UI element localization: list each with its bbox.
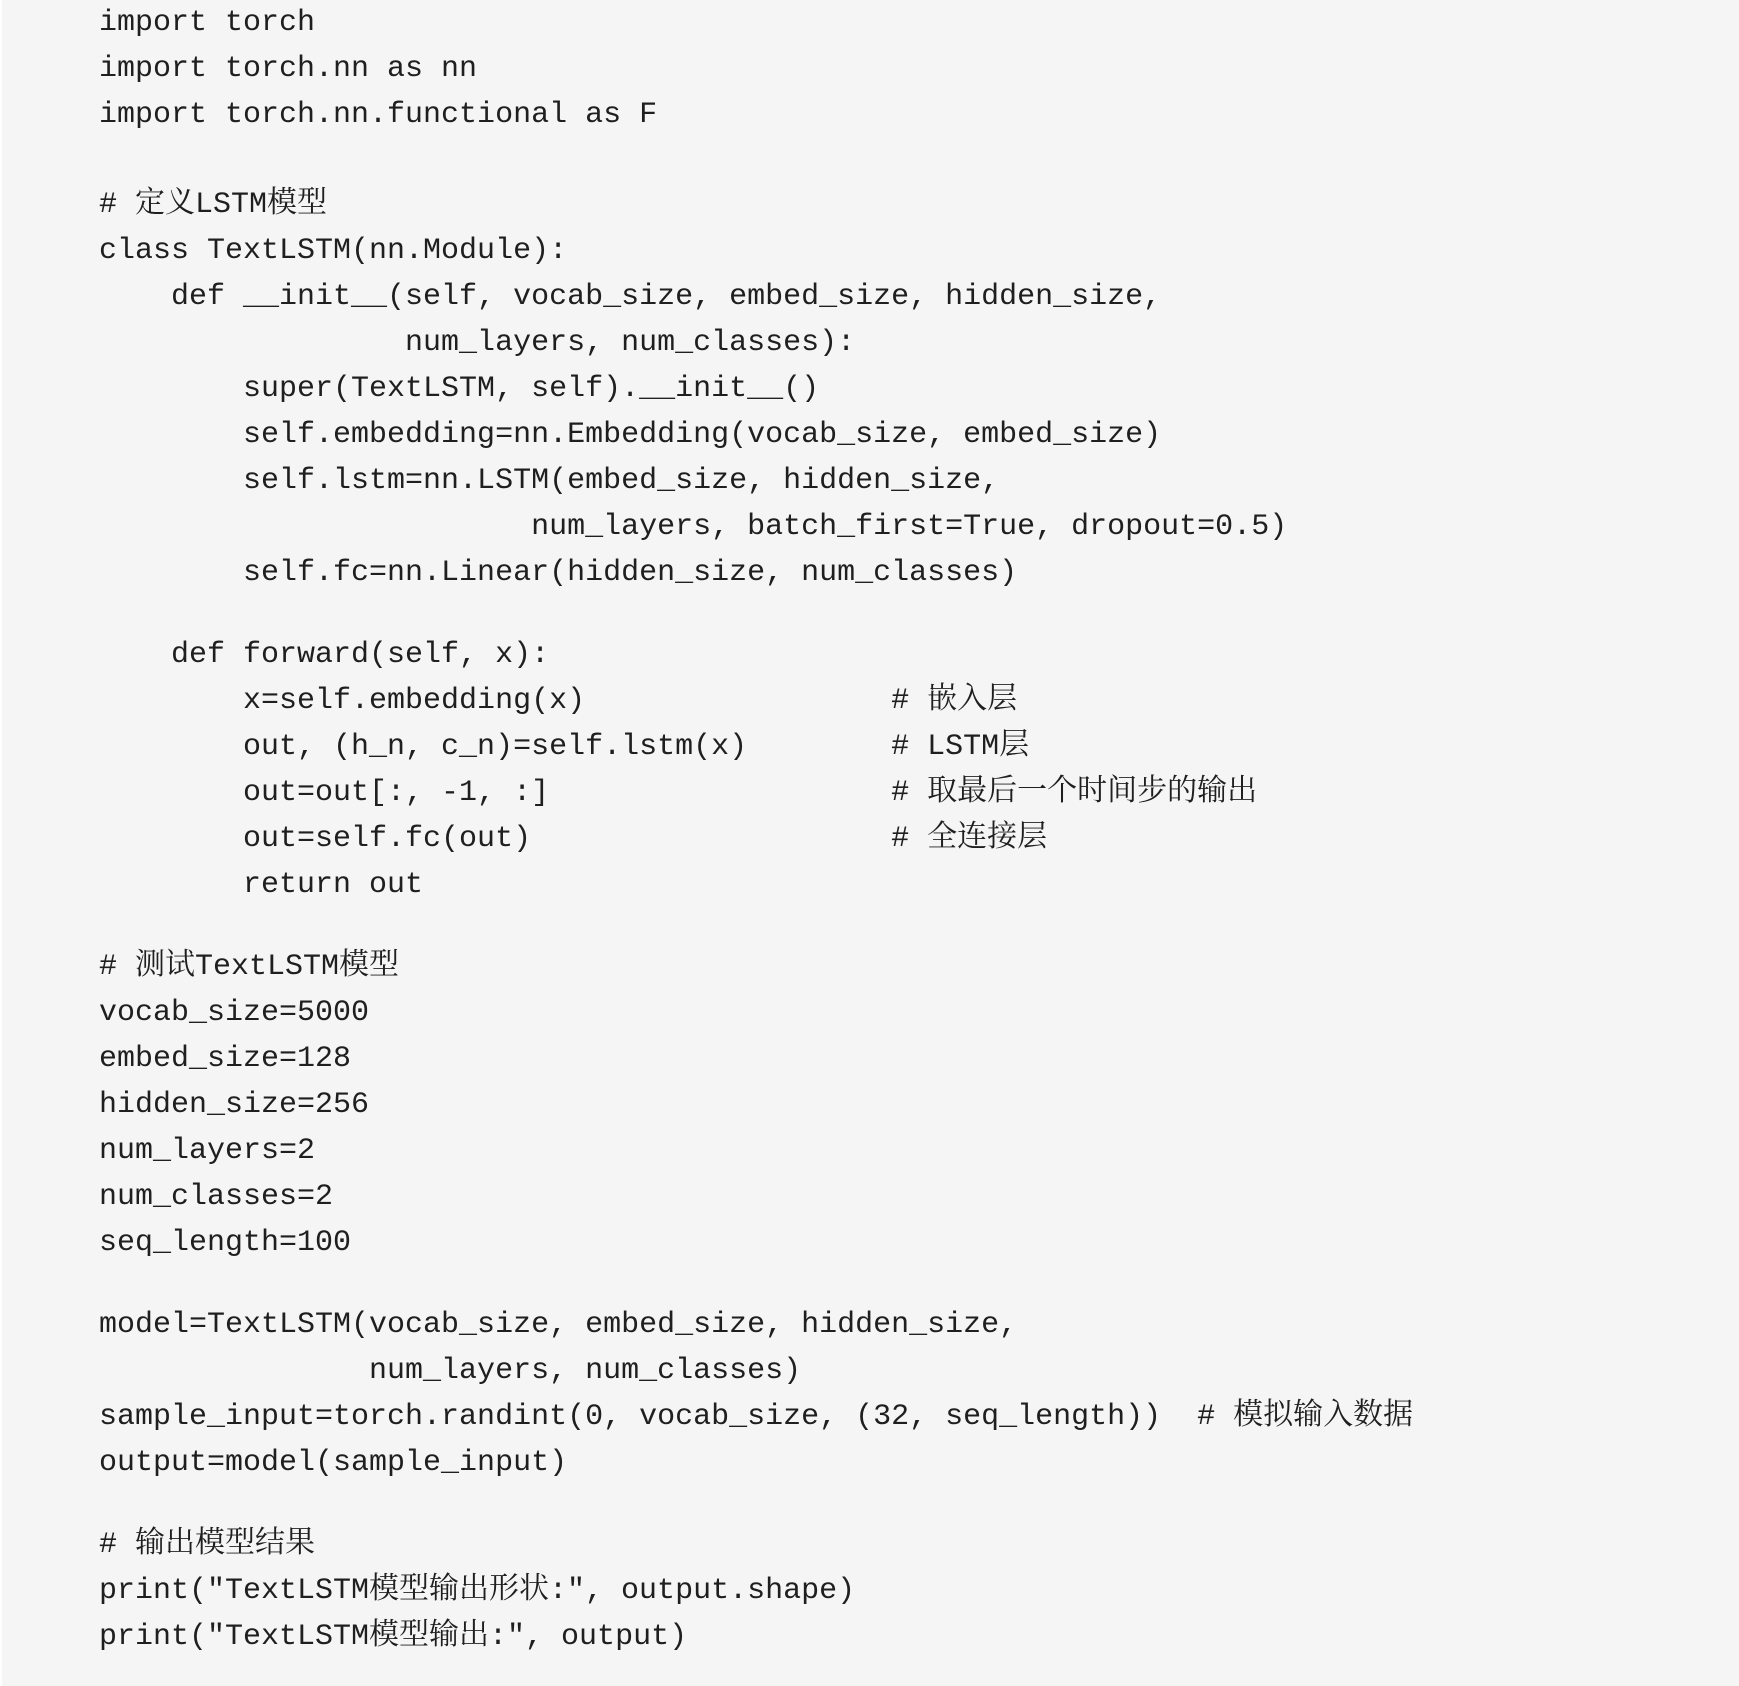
code-line: self.fc=nn.Linear(hidden_size, num_classes) (99, 556, 1018, 590)
code-comment: # 定义LSTM模型 (99, 188, 328, 222)
code-line: print("TextLSTM模型输出:", output) (99, 1620, 688, 1654)
blank-line (99, 1266, 1413, 1302)
code-line: seq_length=100 (99, 1226, 352, 1260)
code-line: embed_size=128 (99, 1042, 352, 1076)
code-line: output=model(sample_input) (99, 1446, 568, 1480)
code-line: import torch (99, 6, 316, 40)
code-comment: # 测试TextLSTM模型 (99, 950, 400, 984)
code-line: super(TextLSTM, self).__init__() (99, 372, 820, 406)
code-line: hidden_size=256 (99, 1088, 370, 1122)
code-line: return out (99, 868, 424, 902)
code-line: print("TextLSTM模型输出形状:", output.shape) (99, 1574, 856, 1608)
code-line: out=self.fc(out) # 全连接层 (99, 822, 1048, 856)
code-line: model=TextLSTM(vocab_size, embed_size, hidden_size, (99, 1308, 1018, 1342)
code-line: out=out[:, -1, :] # 取最后一个时间步的输出 (99, 776, 1258, 810)
code-line: num_classes=2 (99, 1180, 334, 1214)
code-panel (2, 0, 1739, 1686)
blank-line (99, 596, 1413, 632)
code-line: def forward(self, x): (99, 638, 550, 672)
code-line: num_layers, num_classes): (99, 326, 856, 360)
code-line: num_layers, num_classes) (99, 1354, 802, 1388)
code-line: num_layers=2 (99, 1134, 316, 1168)
code-block (99, 0, 1413, 1660)
code-line: num_layers, batch_first=True, dropout=0.5) (99, 510, 1288, 544)
code-line: x=self.embedding(x) # 嵌入层 (99, 684, 1018, 718)
code-comment: # 输出模型结果 (99, 1528, 316, 1562)
code-line: def __init__(self, vocab_size, embed_size, hidden_size, (99, 280, 1162, 314)
code-line: out, (h_n, c_n)=self.lstm(x) # LSTM层 (99, 730, 1030, 764)
code-line: sample_input=torch.randint(0, vocab_size, (32, seq_length)) # 模拟输入数据 (99, 1400, 1414, 1434)
code-line: import torch.nn.functional as F (99, 98, 658, 132)
code-line: class TextLSTM(nn.Module): (99, 234, 568, 268)
blank-line (99, 1486, 1413, 1522)
code-line: self.lstm=nn.LSTM(embed_size, hidden_size, (99, 464, 1000, 498)
code-line: import torch.nn as nn (99, 52, 478, 86)
blank-line (99, 138, 1413, 182)
blank-line (99, 908, 1413, 944)
code-line: self.embedding=nn.Embedding(vocab_size, embed_size) (99, 418, 1162, 452)
code-line: vocab_size=5000 (99, 996, 370, 1030)
